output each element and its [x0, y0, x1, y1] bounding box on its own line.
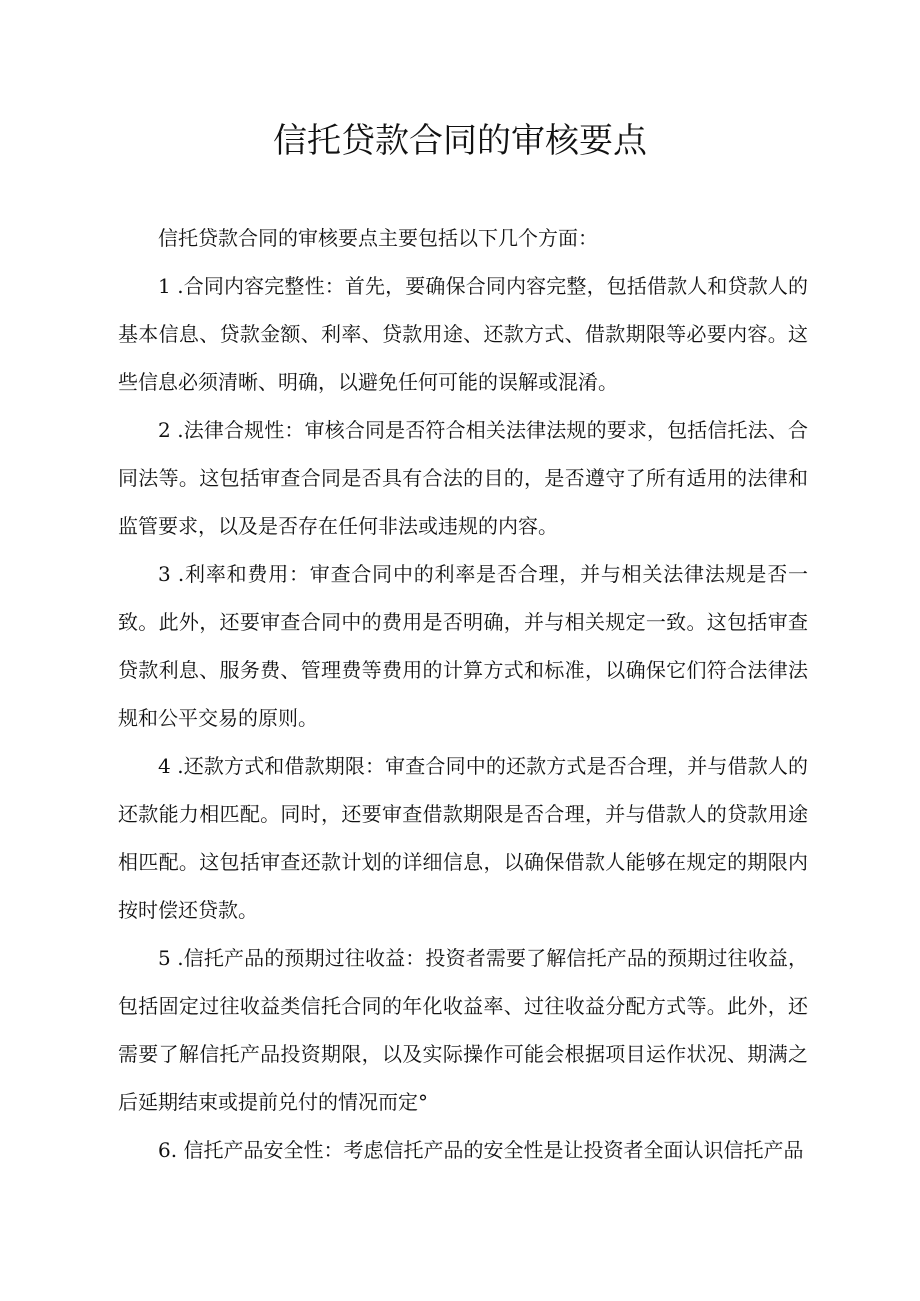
document-title: 信托贷款合同的审核要点: [273, 121, 647, 161]
document-body: [118, 214, 808, 1174]
paragraph-3-interest-and-fees: 3 .利率和费用：审查合同中的利率是否合理，并与相关法律法规是否一致。此外，还要审查合同中的费用是否明确，并与相关规定一致。这包括审查贷款利息、服务费、管理费等费用的计算方式和标准，以确保它们符合法律法规和公平交易的原则。: [118, 562, 808, 730]
paragraph-1-contract-completeness: 1 .合同内容完整性：首先，要确保合同内容完整，包括借款人和贷款人的基本信息、贷款金额、利率、贷款用途、还款方式、借款期限等必要内容。这些信息必须清晰、明确，以避免任何可能的误解或混淆。: [118, 274, 808, 394]
paragraph-5-expected-returns: 5 .信托产品的预期过往收益：投资者需要了解信托产品的预期过往收益，包括固定过往收益类信托合同的年化收益率、过往收益分配方式等。此外，还需要了解信托产品投资期限，以及实际操作可能会根据项目运作状况、期满之后延期结束或提前兑付的情况而定°: [118, 946, 808, 1114]
intro-paragraph: 信托贷款合同的审核要点主要包括以下几个方面：: [158, 226, 598, 250]
paragraph-6-product-safety: 6. 信托产品安全性：考虑信托产品的安全性是让投资者全面认识信托产品: [158, 1138, 804, 1162]
paragraph-4-repayment-and-term: 4 .还款方式和借款期限：审查合同中的还款方式是否合理，并与借款人的还款能力相匹配。同时，还要审查借款期限是否合理，并与借款人的贷款用途相匹配。这包括审查还款计划的详细信息，以确保借款人能够在规定的期限内按时偿还贷款。: [118, 754, 808, 922]
paragraph-2-legal-compliance: 2 .法律合规性：审核合同是否符合相关法律法规的要求，包括信托法、合同法等。这包括审查合同是否具有合法的目的，是否遵守了所有适用的法律和监管要求，以及是否存在任何非法或违规的内容。: [118, 418, 808, 538]
